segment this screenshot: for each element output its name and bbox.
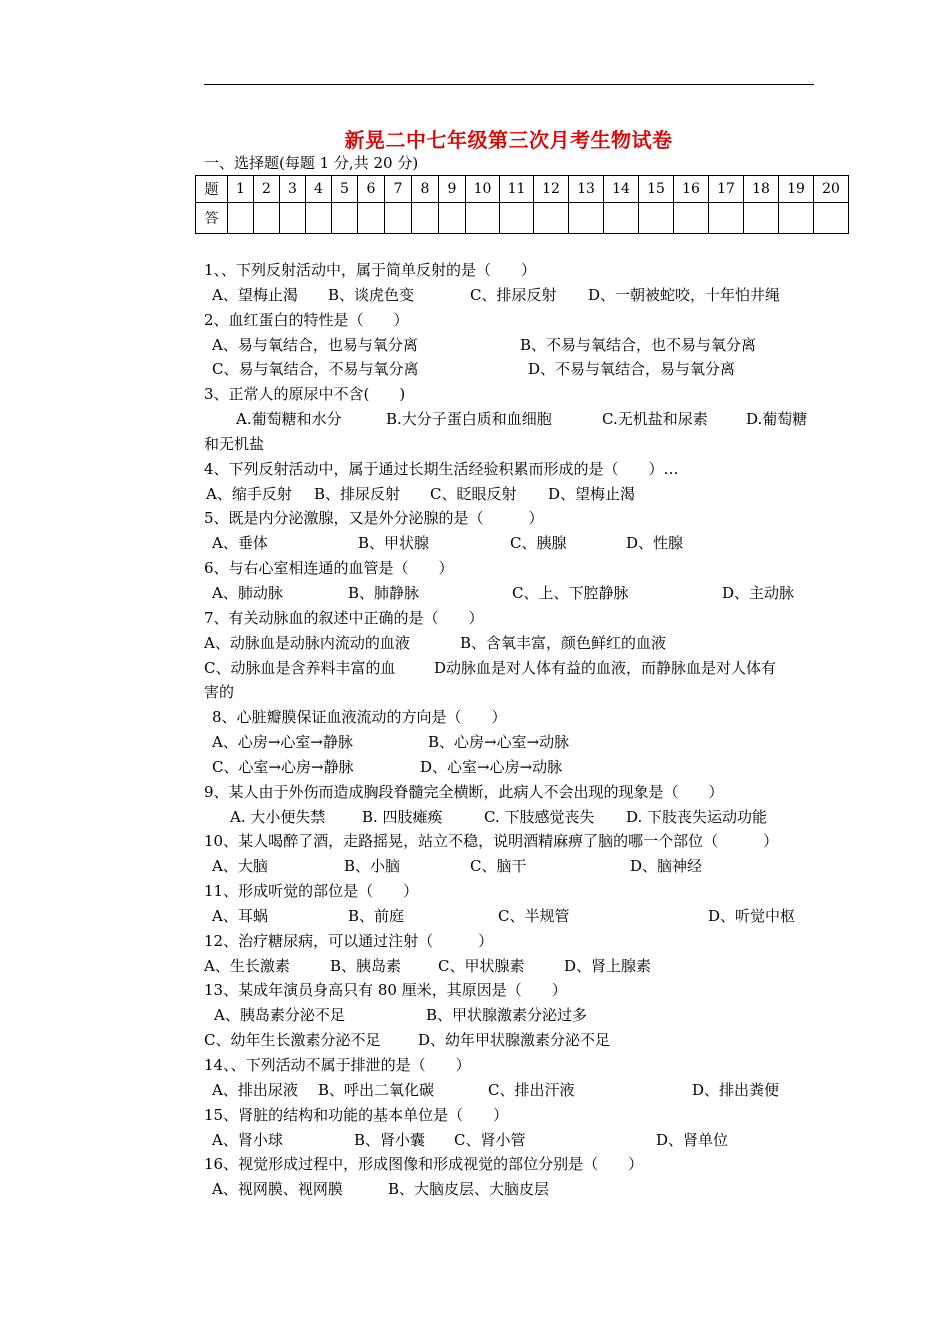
question-number-cell: 3 (280, 176, 306, 203)
question-7-options (204, 656, 820, 681)
question-2-options (204, 357, 820, 382)
option-a: A、垂体 (212, 534, 268, 553)
option-d: D.葡萄糖 (746, 410, 808, 429)
question-1-options (204, 283, 820, 308)
question-text: 16、视觉形成过程中，形成图像和形成视觉的部位分别是（ ） (204, 1155, 644, 1174)
question-number-cell: 1 (228, 176, 254, 203)
section-heading: 一、选择题(每题 1 分,共 20 分) (204, 154, 419, 172)
option-d: D动脉血是对人体有益的血液，而静脉血是对人体有 (434, 658, 777, 677)
option-b: B.大分子蛋白质和血细胞 (386, 410, 552, 429)
row-label-answer: 答 (196, 203, 228, 234)
question-15 (204, 1103, 820, 1128)
question-6 (204, 556, 820, 581)
option-d-continued: 害的 (204, 683, 235, 702)
option-a: A、望梅止渴 (212, 285, 298, 304)
page-title: 新晃二中七年级第三次月考生物试卷 (344, 128, 673, 152)
option-d: D、肾上腺素 (564, 956, 652, 975)
option-b: B、胰岛素 (330, 956, 402, 975)
option-a: A.葡萄糖和水分 (236, 410, 342, 429)
question-4-options (204, 482, 820, 507)
answer-cell[interactable] (500, 203, 534, 234)
option-d: D、主动脉 (722, 583, 795, 602)
answer-cell[interactable] (466, 203, 500, 234)
option-d: D、排出粪便 (692, 1080, 780, 1099)
question-number-cell: 2 (254, 176, 280, 203)
row-label-question: 题 (196, 176, 228, 203)
question-text: 2、血红蛋白的特性是（ ） (204, 310, 409, 329)
question-10 (204, 829, 820, 854)
question-12 (204, 929, 820, 954)
question-1 (204, 258, 820, 283)
question-number-cell: 15 (639, 176, 674, 203)
option-c: C、心室→心房→静脉 (212, 757, 354, 776)
option-c: C、脑干 (470, 857, 527, 876)
question-text: 5、既是内分泌激腺，又是外分泌腺的是（ ） (204, 509, 544, 528)
question-4 (204, 457, 820, 482)
question-10-options (204, 854, 820, 879)
question-number-cell: 12 (534, 176, 569, 203)
question-7-options-wrap (204, 680, 820, 705)
answer-cell[interactable] (332, 203, 358, 234)
header-rule (204, 84, 814, 85)
question-7-options (204, 631, 820, 656)
question-8-options (204, 755, 820, 780)
answer-cell[interactable] (674, 203, 709, 234)
option-a: A、缩手反射 (206, 484, 292, 503)
answer-cell[interactable] (412, 203, 439, 234)
option-c: C. 下肢感觉丧失 (484, 807, 595, 826)
question-14-options (204, 1078, 820, 1103)
question-text: 7、有关动脉血的叙述中正确的是（ ） (204, 608, 484, 627)
option-c: C、甲状腺素 (438, 956, 525, 975)
option-c: C、胰腺 (510, 534, 567, 553)
question-5 (204, 506, 820, 531)
option-c: C、上、下腔静脉 (512, 583, 629, 602)
question-number-cell: 6 (358, 176, 385, 203)
answer-cell[interactable] (709, 203, 744, 234)
question-13-options (204, 1028, 820, 1053)
option-b: B、前庭 (348, 906, 405, 925)
option-b: B、排尿反射 (314, 484, 401, 503)
question-number-cell: 5 (332, 176, 358, 203)
answer-cell[interactable] (639, 203, 674, 234)
question-3-options (204, 407, 820, 432)
question-3 (204, 382, 820, 407)
question-text: 11、形成听觉的部位是（ ） (204, 882, 419, 901)
answer-cell[interactable] (439, 203, 466, 234)
answer-cell[interactable] (385, 203, 412, 234)
option-d: D、听觉中枢 (708, 906, 796, 925)
option-b: B、肾小囊 (354, 1130, 426, 1149)
question-number-cell: 11 (500, 176, 534, 203)
option-c: C、肾小管 (454, 1130, 526, 1149)
option-c: C、易与氧结合，不易与氧分离 (212, 360, 419, 379)
option-c: C、排出汗液 (488, 1080, 575, 1099)
question-text: 1、、下列反射活动中，属于简单反射的是（ ） (204, 261, 537, 279)
question-list (204, 258, 820, 1202)
option-d: D、心室→心房→动脉 (420, 757, 563, 776)
question-2-options (204, 333, 820, 358)
question-number-cell: 13 (569, 176, 604, 203)
question-9-options (204, 805, 820, 830)
question-number-cell: 16 (674, 176, 709, 203)
option-b: B、呼出二氧化碳 (318, 1080, 435, 1099)
question-number-cell: 4 (306, 176, 332, 203)
question-3-options-wrap (204, 432, 820, 457)
answer-table-answer-row (196, 203, 849, 234)
option-b: B、甲状腺激素分泌过多 (426, 1006, 588, 1025)
option-d: D、望梅止渴 (548, 484, 636, 503)
question-16 (204, 1152, 820, 1177)
option-b: B、心房→心室→动脉 (428, 733, 570, 752)
question-11 (204, 879, 820, 904)
option-d: D、幼年甲状腺激素分泌不足 (418, 1031, 611, 1050)
option-b: B、含氧丰富，颜色鲜红的血液 (460, 633, 667, 652)
question-16-options (204, 1177, 820, 1202)
option-d-continued: 和无机盐 (204, 434, 265, 453)
option-c: C、排尿反射 (470, 285, 557, 304)
question-6-options (204, 581, 820, 606)
question-text: 9、某人由于外伤而造成胸段脊髓完全横断，此病人不会出现的现象是（ ） (204, 782, 724, 801)
question-8 (204, 705, 820, 730)
option-a: A、排出尿液 (212, 1080, 298, 1099)
option-d: D、肾单位 (656, 1130, 729, 1149)
option-d: D、脑神经 (630, 857, 703, 876)
option-a: A、生长激素 (204, 956, 290, 975)
option-b: B、不易与氧结合，也不易与氧分离 (520, 335, 757, 354)
question-number-cell: 10 (466, 176, 500, 203)
option-b: B、大脑皮层、大脑皮层 (388, 1180, 550, 1199)
answer-cell[interactable] (358, 203, 385, 234)
question-13-options (204, 1003, 820, 1028)
option-a: A、胰岛素分泌不足 (214, 1006, 345, 1025)
option-b: B、甲状腺 (358, 534, 430, 553)
question-text: 3、正常人的原尿中不含( ) (204, 385, 406, 404)
question-number-cell: 19 (779, 176, 814, 203)
question-number-cell: 8 (412, 176, 439, 203)
option-c: C.无机盐和尿素 (602, 410, 708, 429)
question-number-cell: 9 (439, 176, 466, 203)
option-b: B. 四肢瘫痪 (362, 807, 443, 826)
question-number-cell: 17 (709, 176, 744, 203)
question-15-options (204, 1128, 820, 1153)
question-number-cell: 7 (385, 176, 412, 203)
question-text: 12、治疗糖尿病，可以通过注射（ ） (204, 931, 494, 950)
option-a: A、易与氧结合，也易与氧分离 (212, 335, 418, 354)
answer-cell[interactable] (814, 203, 849, 234)
answer-cell[interactable] (534, 203, 569, 234)
option-b: B、肺静脉 (348, 583, 420, 602)
option-c: C、动脉血是含养料丰富的血 (204, 658, 396, 677)
question-text: 6、与右心室相连通的血管是（ ） (204, 559, 454, 578)
question-9 (204, 780, 820, 805)
answer-cell[interactable] (779, 203, 814, 234)
option-c: C、眨眼反射 (430, 484, 517, 503)
answer-cell[interactable] (254, 203, 280, 234)
option-d: D、性腺 (626, 534, 684, 553)
question-5-options (204, 531, 820, 556)
question-11-options (204, 904, 820, 929)
question-number-cell: 20 (814, 176, 849, 203)
option-a: A、视网膜、视网膜 (212, 1180, 343, 1199)
question-14 (204, 1053, 820, 1078)
question-text: 15、肾脏的结构和功能的基本单位是（ ） (204, 1105, 509, 1124)
option-d: D. 下肢丧失运动功能 (626, 807, 768, 826)
question-13 (204, 978, 820, 1003)
option-a: A、肺动脉 (212, 583, 283, 602)
option-b: B、小脑 (344, 857, 401, 876)
answer-cell[interactable] (569, 203, 604, 234)
question-text: 14、、下列活动不属于排泄的是（ ） (204, 1056, 471, 1074)
option-a: A. 大小便失禁 (230, 807, 326, 826)
option-a: A、大脑 (212, 857, 268, 876)
option-c: C、幼年生长激素分泌不足 (204, 1031, 381, 1050)
option-c: C、半规管 (498, 906, 570, 925)
answer-cell[interactable] (280, 203, 306, 234)
question-text: 4、下列反射活动中，属于通过长期生活经验积累而形成的是（ ）… (204, 459, 679, 478)
question-8-options (204, 730, 820, 755)
option-b: B、谈虎色变 (328, 285, 415, 304)
option-a: A、肾小球 (212, 1130, 283, 1149)
question-number-cell: 14 (604, 176, 639, 203)
option-a: A、耳蜗 (212, 906, 268, 925)
answer-cell[interactable] (306, 203, 332, 234)
option-a: A、心房→心室→静脉 (212, 733, 353, 752)
question-7 (204, 606, 820, 631)
option-a: A、动脉血是动脉内流动的血液 (204, 633, 410, 652)
answer-table-number-row (196, 176, 849, 203)
question-text: 10、某人喝醉了酒，走路摇晃，站立不稳，说明酒精麻痹了脑的哪一个部位（ ） (204, 832, 779, 851)
answer-table (195, 175, 849, 234)
question-text: 8、心脏瓣膜保证血液流动的方向是（ ） (212, 708, 507, 727)
question-12-options (204, 954, 820, 979)
question-2 (204, 308, 820, 333)
answer-cell[interactable] (228, 203, 254, 234)
question-text: 13、某成年演员身高只有 80 厘米，其原因是（ ） (204, 981, 567, 1000)
option-d: D、不易与氧结合，易与氧分离 (528, 360, 736, 379)
answer-cell[interactable] (744, 203, 779, 234)
option-d: D、一朝被蛇咬，十年怕井绳 (588, 285, 781, 304)
answer-cell[interactable] (604, 203, 639, 234)
question-number-cell: 18 (744, 176, 779, 203)
